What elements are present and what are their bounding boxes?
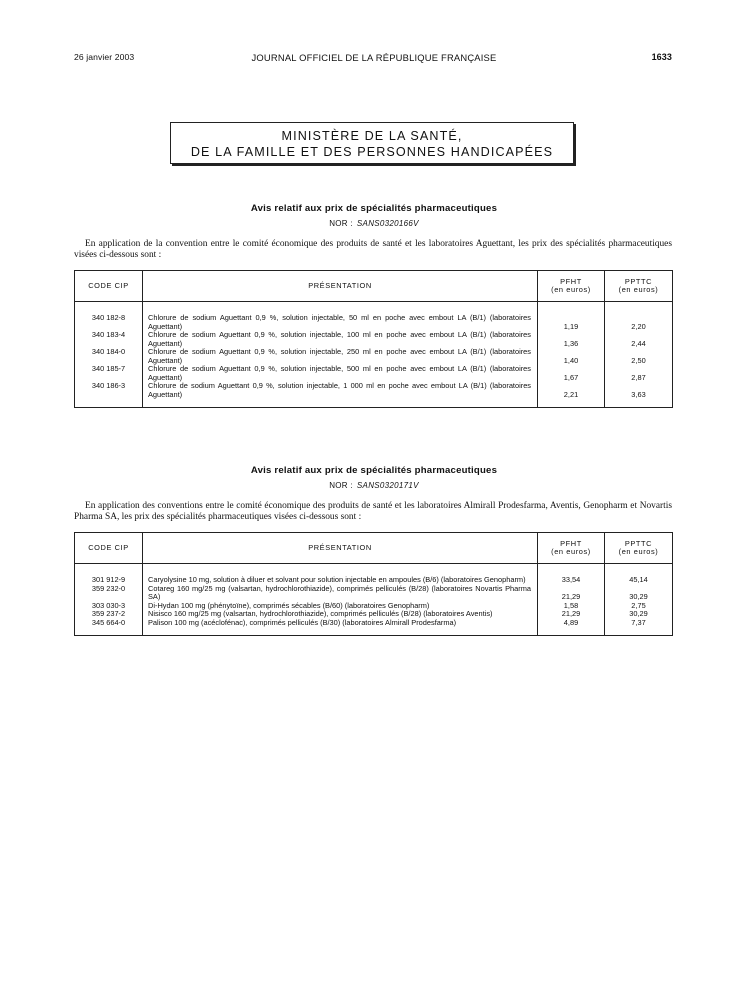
table-row (75, 585, 673, 602)
column-header-presentation: PRÉSENTATION (143, 271, 538, 302)
ppttc-cell: 30,29 (605, 610, 673, 619)
code-cip-cell: 345 664-0 (75, 619, 143, 636)
ppttc-cell: 45,14 (605, 576, 673, 585)
ppttc-label: PPTTC (624, 539, 653, 548)
presentation-text: Di-Hydan 100 mg (phénytoïne), comprimés sécables (B/60) (laboratoires Genopharm) (148, 600, 430, 610)
pfht-cell: 1,58 (538, 602, 605, 611)
ministry-line-1: MINISTÈRE DE LA SANTÉ, (281, 129, 463, 143)
presentation-text: Chlorure de sodium Aguettant 0,9 %, solution injectable, 1 000 ml en poche avec embout LA (B/1) (laboratoires Aguettant) (148, 381, 531, 399)
table-row (75, 365, 673, 382)
presentation-cell (143, 331, 538, 348)
ppttc-cell: 3,63 (605, 382, 673, 408)
pfht-cell: 2,21 (538, 382, 605, 408)
pfht-cell: 1,67 (538, 365, 605, 382)
code-cip-cell: 340 182-8 (75, 314, 143, 331)
presentation-cell (143, 382, 538, 408)
column-header-ppttc (605, 271, 673, 302)
pfht-unit: (en euros) (551, 547, 591, 556)
notice-2-nor-label: NOR : (329, 481, 353, 490)
code-cip-cell: 359 232-0 (75, 585, 143, 602)
header-page-number: 1633 (651, 52, 672, 62)
header-journal-title: JOURNAL OFFICIEL DE LA RÉPUBLIQUE FRANÇAISE (251, 52, 497, 63)
notice-1-intro: En application de la convention entre le comité économique des produits de santé et les laboratoires Aguettant, les prix des spécialités pharmaceutiques visées ci-dessous sont : (74, 239, 672, 260)
column-header-presentation: PRÉSENTATION (143, 533, 538, 564)
presentation-cell (143, 619, 538, 636)
notice-1-nor-code: SANS0320166V (356, 219, 419, 228)
pfht-cell: 4,89 (538, 619, 605, 636)
presentation-text: Chlorure de sodium Aguettant 0,9 %, solution injectable, 500 ml en poche avec embout LA (B/1) (laboratoires Aguettant) (148, 364, 531, 382)
notice-2-title: Avis relatif aux prix de spécialités pharmaceutiques (250, 465, 498, 476)
pfht-cell: 1,19 (538, 314, 605, 331)
notice-1-nor-label: NOR : (329, 219, 353, 228)
column-header-ppttc (605, 533, 673, 564)
code-cip-cell: 340 183-4 (75, 331, 143, 348)
presentation-text: Palison 100 mg (acéclofénac), comprimés pelliculés (B/30) (laboratoires Almirall Prodesfarma) (148, 617, 457, 627)
column-header-pfht (538, 271, 605, 302)
presentation-cell (143, 348, 538, 365)
presentation-cell (143, 314, 538, 331)
notice-2-nor (0, 481, 748, 490)
column-header-pfht (538, 533, 605, 564)
ppttc-cell: 2,20 (605, 314, 673, 331)
pfht-cell: 1,40 (538, 348, 605, 365)
ppttc-cell: 7,37 (605, 619, 673, 636)
pfht-cell: 1,36 (538, 331, 605, 348)
presentation-text: Chlorure de sodium Aguettant 0,9 %, solution injectable, 250 ml en poche avec embout LA (B/1) (laboratoires Aguettant) (148, 347, 531, 365)
presentation-text: Caryolysine 10 mg, solution à diluer et solvant pour solution injectable en ampoules (B/6) (laboratoires Genopharm) (148, 575, 526, 584)
presentation-text: Cotareg 160 mg/25 mg (valsartan, hydrochlorothiazide), comprimés pelliculés (B/28) (laboratoires Novartis Pharma SA) (148, 583, 531, 601)
presentation-text: Chlorure de sodium Aguettant 0,9 %, solution injectable, 100 ml en poche avec embout LA (B/1) (laboratoires Aguettant) (148, 330, 531, 348)
code-cip-cell: 340 185-7 (75, 365, 143, 382)
table-row (75, 348, 673, 365)
notice-2-price-table (74, 532, 673, 636)
ppttc-label: PPTTC (624, 277, 653, 286)
pfht-cell: 21,29 (538, 585, 605, 602)
ppttc-cell: 30,29 (605, 585, 673, 602)
presentation-text: Nisisco 160 mg/25 mg (valsartan, hydrochlorothiazide), comprimés pelliculés (B/28) (laboratoires Aventis) (148, 609, 493, 618)
code-cip-cell: 303 030-3 (75, 602, 143, 611)
code-cip-cell: 340 186-3 (75, 382, 143, 408)
notice-2-intro: En application des conventions entre le comité économique des produits de santé et les laboratoires Almirall Prodesfarma, Aventis, Genopharm et Novartis Pharma SA, les prix des spécialités pharmaceutiques visées ci-dessous sont : (74, 501, 672, 522)
column-header-code: CODE CIP (75, 533, 143, 564)
code-cip-cell: 301 912-9 (75, 576, 143, 585)
column-header-code: CODE CIP (75, 271, 143, 302)
code-cip-cell: 340 184-0 (75, 348, 143, 365)
ppttc-unit: (en euros) (618, 285, 659, 294)
notice-2-nor-code: SANS0320171V (356, 481, 419, 490)
header-date: 26 janvier 2003 (74, 52, 135, 62)
code-cip-cell: 359 237-2 (75, 610, 143, 619)
ministry-title-box (170, 122, 574, 164)
ppttc-cell: 2,50 (605, 348, 673, 365)
pfht-unit: (en euros) (551, 285, 591, 294)
presentation-text: Chlorure de sodium Aguettant 0,9 %, solution injectable, 50 ml en poche avec embout LA (B/1) (laboratoires Aguettant) (148, 313, 531, 331)
pfht-cell: 33,54 (538, 576, 605, 585)
notice-1-price-table (74, 270, 673, 408)
pfht-cell: 21,29 (538, 610, 605, 619)
ministry-line-2: DE LA FAMILLE ET DES PERSONNES HANDICAPÉES (190, 145, 554, 159)
notice-1-nor (0, 219, 748, 228)
pfht-label: PFHT (560, 539, 582, 548)
ppttc-cell: 2,44 (605, 331, 673, 348)
presentation-cell (143, 585, 538, 602)
table-row (75, 331, 673, 348)
ppttc-unit: (en euros) (618, 547, 659, 556)
presentation-cell (143, 365, 538, 382)
ppttc-cell: 2,87 (605, 365, 673, 382)
table-row (75, 382, 673, 408)
ppttc-cell: 2,75 (605, 602, 673, 611)
notice-1-title: Avis relatif aux prix de spécialités pharmaceutiques (250, 203, 498, 214)
table-row (75, 314, 673, 331)
pfht-label: PFHT (560, 277, 582, 286)
table-row (75, 619, 673, 636)
